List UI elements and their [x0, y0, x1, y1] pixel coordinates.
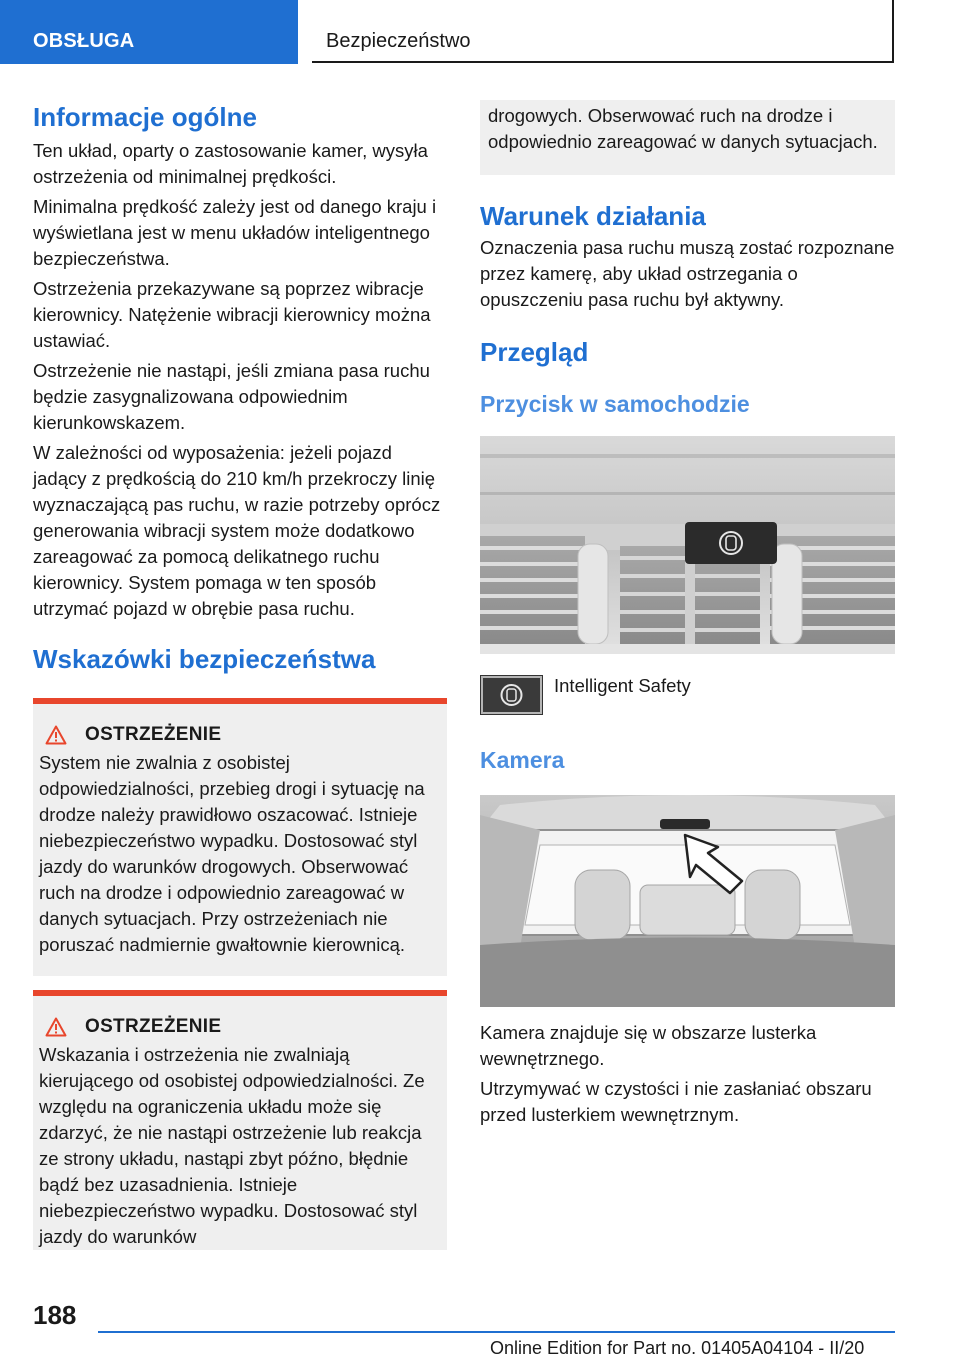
warning-triangle-icon: [45, 1017, 67, 1037]
warning-triangle-icon: [45, 725, 67, 745]
paragraph: W zależności od wyposażenia: jeżeli pojazd jadący z prędkością do 210 km/h przekroczy linię wyznaczającą pas ruchu, w razie potrzeby oprócz generowania wibracji system może dodatkowo zareagować za pomocą delikatnego ruchu kierownicy. System pomaga w ten sposób utrzymać pojazd w obrębie pasa ruchu.: [33, 442, 441, 619]
section-tab: [0, 0, 298, 64]
condition-heading: Warunek działania: [480, 201, 706, 231]
button-subheading: Przycisk w samochodzie: [480, 391, 750, 417]
button-label: Intelligent Safety: [554, 675, 691, 696]
topic-header: [312, 0, 894, 63]
paragraph: Minimalna prędkość zależy jest od danego kraju i wyświetlana jest w menu układów inteligentnego bezpieczeństwa.: [33, 196, 437, 269]
warning-label: OSTRZEŻENIE: [85, 724, 222, 745]
paragraph: Ten układ, oparty o zastosowanie kamer, wysyła ostrzeżenia od minimalnej prędkości.: [33, 140, 428, 187]
warning-continued-box: [480, 100, 895, 175]
right-column: [480, 100, 895, 419]
warning-label: OSTRZEŻENIE: [85, 1016, 222, 1037]
warning-text-continued: drogowych. Obserwować ruch na drodze i odpowiednio zareagować w danych sytuacjach.: [488, 105, 878, 152]
paragraph: Utrzymywać w czystości i nie zasłaniać obszaru przed lusterkiem wewnętrznym.: [480, 1078, 872, 1125]
dashboard-photo: [480, 436, 895, 654]
topic-label: Bezpieczeństwo: [326, 30, 471, 52]
camera-photo: [480, 795, 895, 1007]
safety-heading: Wskazówki bezpieczeństwa: [33, 644, 376, 674]
camera-section: [480, 745, 895, 775]
car-safety-icon: [480, 675, 543, 715]
general-info-heading: Informacje ogólne: [33, 102, 257, 132]
page-number: 188: [33, 1300, 77, 1330]
section-label: OBSŁUGA: [33, 30, 135, 52]
paragraph: Ostrzeżenie nie nastąpi, jeśli zmiana pasa ruchu będzie zasygnalizowana odpowiednim kierunkowskazem.: [33, 360, 430, 433]
warning-text: System nie zwalnia z osobistej odpowiedzialności, przebieg drogi i sytuację na drodze należy prawidłowo oszacować. Istnieje niebezpieczeństwo wypadku. Dostosować styl jazdy do warunków drogowych. Obserwować ruch na drodze i odpowiednio zareagować w danych sytuacjach. Przy ostrzeżeniach nie poruszać nadmiernie gwałtownie kierownicą.: [39, 752, 425, 955]
left-column: [33, 100, 447, 1250]
warning-box: [33, 698, 447, 976]
warning-text: Wskazania i ostrzeżenia nie zwalniają kierującego od osobistej odpowiedzialności. Ze względu na ograniczenia układu może się zdarzyć, że nie nastąpi ostrzeżenie lub reakcja ze strony układu, nastąpi zbyt późno, błędnie bądź bez uzasadnienia. Istnieje niebezpieczeństwo wypadku. Dostosować styl jazdy do warunków: [39, 1044, 425, 1247]
paragraph: Oznaczenia pasa ruchu muszą zostać rozpoznane przez kamerę, aby układ ostrzegania o opuszczeniu pasa ruchu był aktywny.: [480, 237, 895, 310]
footer-divider: [98, 1331, 895, 1333]
camera-subheading: Kamera: [480, 747, 565, 773]
paragraph: Ostrzeżenia przekazywane są poprzez wibracje kierownicy. Natężenie wibracji kierownicy można ustawiać.: [33, 278, 431, 351]
overview-heading: Przegląd: [480, 337, 589, 367]
warning-box: [33, 990, 447, 1250]
paragraph: Kamera znajduje się w obszarze lusterka wewnętrznego.: [480, 1022, 817, 1069]
button-caption: [554, 673, 894, 699]
camera-text: [480, 1020, 895, 1128]
edition-info: Online Edition for Part no. 01405A04104 - II/20: [490, 1338, 865, 1358]
